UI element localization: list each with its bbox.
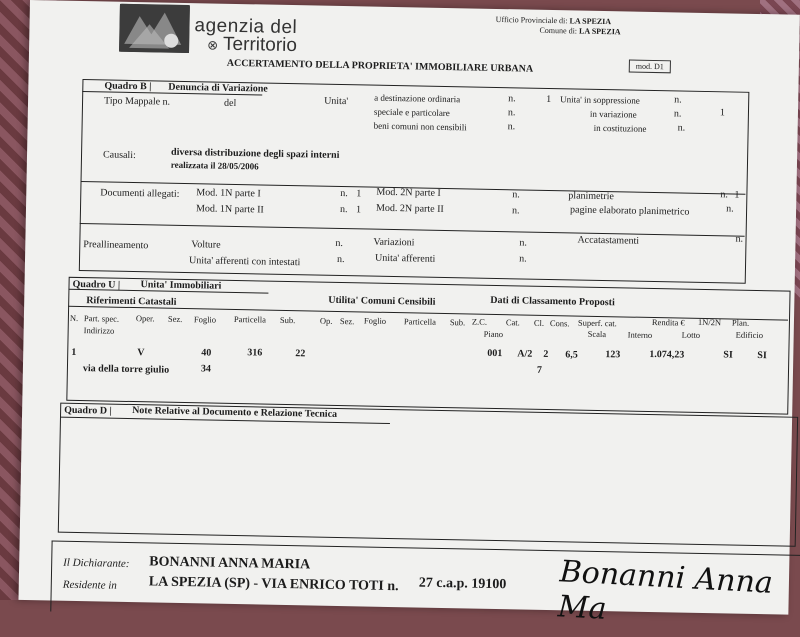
comune-label: Comune di: — [539, 25, 578, 36]
speciale-label: speciale e particolare — [373, 106, 450, 119]
cell-cl: 2 — [543, 348, 549, 361]
mod1n-parte1-label: Mod. 1N parte I — [196, 187, 261, 200]
volture-label: Volture — [191, 239, 221, 251]
col-rendita: Rendita € — [651, 316, 685, 328]
col-superf: Superf. cat. — [577, 317, 617, 329]
cell-rendita: 1.074,23 — [649, 348, 685, 361]
col-n: N. — [69, 312, 79, 323]
globe-icon: ⊗ — [207, 37, 219, 53]
accatastamenti-n: n. — [735, 233, 744, 245]
col-oper: Oper. — [135, 313, 155, 324]
residente-label: Residente in — [62, 578, 117, 592]
col-piano: Piano — [483, 328, 504, 340]
agency-name-territorio: Territorio — [222, 33, 298, 57]
quadro-d-title: Quadro D | — [64, 404, 112, 417]
col-scala: Scala — [587, 328, 607, 340]
col-op: Op. — [319, 315, 333, 326]
riferimenti-catastali: Riferimenti Catastali — [86, 295, 177, 308]
causali-label: Causali: — [102, 149, 136, 162]
col-cl: Cl. — [533, 317, 545, 328]
quadro-b-subtitle: Denuncia di Variazione — [168, 81, 268, 95]
col-cat: Cat. — [505, 317, 520, 328]
office-value: LA SPEZIA — [569, 16, 612, 27]
afferenti-label: Unita' afferenti — [375, 252, 436, 265]
col-edificio: Edificio — [735, 329, 764, 341]
quadro-d-box — [58, 403, 798, 547]
mod2n-parte1-n: n. — [512, 189, 520, 201]
variazioni-n: n. — [519, 237, 528, 249]
documenti-allegati-label: Documenti allegati: — [100, 187, 180, 200]
document-page — [18, 0, 799, 627]
mod-code: mod. D1 — [629, 60, 671, 74]
office-label: Ufficio Provinciale di: — [495, 14, 568, 26]
pagine-elaborato-label: pagine elaborato planimetrico — [569, 204, 690, 218]
cell-cons: 6,5 — [565, 349, 578, 361]
afferenti-n: n. — [519, 253, 527, 265]
agency-name-line1: agenzia del — [194, 15, 298, 39]
col-plan: Plan. — [731, 317, 750, 328]
col-1n2n: 1N/2N — [697, 316, 722, 328]
preallineamento-label: Preallineamento — [83, 239, 149, 252]
del-label: del — [223, 97, 237, 109]
quadro-d-subtitle: Note Relative al Documento e Relazione Tecnica — [132, 405, 338, 420]
beni-comuni-n: n. — [507, 121, 516, 133]
col-particella-2: Particella — [403, 316, 437, 327]
cell-superf: 123 — [605, 349, 621, 361]
dest-ordinaria-label: a destinazione ordinaria — [374, 92, 461, 105]
agency-name-line2 — [207, 33, 297, 57]
mod2n-parte2-label: Mod. 2N parte II — [375, 202, 444, 215]
beni-comuni-label: beni comuni non censibili — [373, 120, 467, 133]
cell-cat: A/2 — [517, 348, 533, 360]
dati-classamento: Dati di Classamento Proposti — [490, 294, 615, 309]
dichiarante-label: Il Dichiarante: — [63, 556, 130, 571]
col-sez-2: Sez. — [339, 316, 355, 327]
variazione-label: in variazione — [589, 108, 637, 120]
residente-address: LA SPEZIA (SP) - VIA ENRICO TOTI n. — [148, 574, 399, 595]
pagine-elaborato-n: n. — [726, 203, 734, 215]
mod1n-parte1-value: 1 — [356, 188, 362, 200]
soppressione-n: n. — [674, 94, 682, 106]
cell-zc: 001 — [487, 347, 503, 360]
costituzione-n: n. — [677, 122, 686, 134]
variazione-n: n. — [673, 108, 682, 120]
quadro-b-title: Quadro B | — [104, 80, 152, 93]
col-part-spec: Part. spec. — [83, 313, 120, 324]
cell-piano: 7 — [536, 364, 543, 376]
comune-line — [539, 26, 620, 37]
soppressione-label: Unita' in soppressione — [560, 94, 640, 106]
cell-foglio: 40 — [201, 347, 212, 359]
cell-indirizzo: via della torre giulio — [82, 363, 170, 376]
variazione-value: 1 — [719, 107, 726, 119]
unita-label: Unita' — [324, 95, 349, 108]
cell-1n2n: SI — [723, 349, 733, 361]
utilita-comuni: Utilita' Comuni Censibili — [328, 294, 436, 308]
dest-ordinaria-n: n. — [508, 93, 516, 105]
costituzione-label: in costituzione — [593, 122, 647, 134]
mod1n-parte2-value: 1 — [355, 204, 362, 216]
dest-ordinaria-value: 1 — [546, 93, 552, 106]
col-sub: Sub. — [279, 314, 296, 326]
cell-sub: 22 — [295, 348, 306, 360]
speciale-n: n. — [507, 107, 516, 119]
tipo-mappale-label: Tipo Mappale n. — [103, 95, 171, 108]
mod2n-parte2-n: n. — [511, 205, 520, 217]
afferenti-intestati-label: Unita' afferenti con intestati — [188, 255, 301, 269]
col-foglio: Foglio — [193, 314, 217, 325]
document-title: ACCERTAMENTO DELLA PROPRIETA' IMMOBILIARE URBANA — [226, 57, 534, 75]
quadro-u-subtitle: Unita' Immobiliari — [140, 279, 222, 292]
quadro-u-title: Quadro U | — [72, 278, 121, 291]
causali-line1: diversa distribuzione degli spazi interni — [170, 146, 340, 161]
planimetrie-label: planimetrie — [568, 190, 614, 203]
cell-oper: V — [137, 347, 145, 359]
afferenti-intestati-n: n. — [336, 253, 345, 266]
mod1n-parte2-n: n. — [339, 203, 348, 216]
causali-line2: realizzata il 28/05/2006 — [170, 159, 259, 172]
variazioni-label: Variazioni — [373, 236, 415, 249]
col-interno: Interno — [627, 329, 653, 341]
comune-value: LA SPEZIA — [578, 26, 621, 37]
col-cons: Cons. — [549, 318, 570, 329]
col-zc: Z.C. — [471, 316, 488, 327]
cell-particella: 316 — [247, 347, 263, 359]
col-lotto: Lotto — [681, 329, 701, 340]
mod2n-parte1-label: Mod. 2N parte I — [376, 186, 441, 199]
cell-n: 1 — [71, 346, 77, 358]
residente-number: 27 c.a.p. 19100 — [418, 575, 507, 593]
cell-civico: 34 — [200, 363, 212, 375]
mod1n-parte1-n: n. — [340, 187, 348, 200]
volture-n: n. — [335, 237, 343, 250]
handwritten-signature: Bonanni Anna Ma — [556, 554, 774, 627]
dichiarante-name: BONANNI ANNA MARIA — [149, 554, 311, 573]
accatastamenti-label: Accatastamenti — [577, 234, 640, 247]
col-sub-2: Sub. — [449, 317, 466, 328]
col-sez: Sez. — [167, 313, 183, 324]
col-indirizzo: Indirizzo — [83, 325, 115, 336]
col-foglio-2: Foglio — [363, 315, 387, 326]
planimetrie-n: n. — [720, 189, 728, 201]
agency-logo — [119, 4, 190, 53]
planimetrie-value: 1 — [734, 189, 740, 201]
mod1n-parte2-label: Mod. 1N parte II — [195, 203, 264, 216]
col-particella: Particella — [233, 313, 267, 325]
cell-plan: SI — [757, 350, 767, 362]
office-line — [496, 15, 612, 26]
